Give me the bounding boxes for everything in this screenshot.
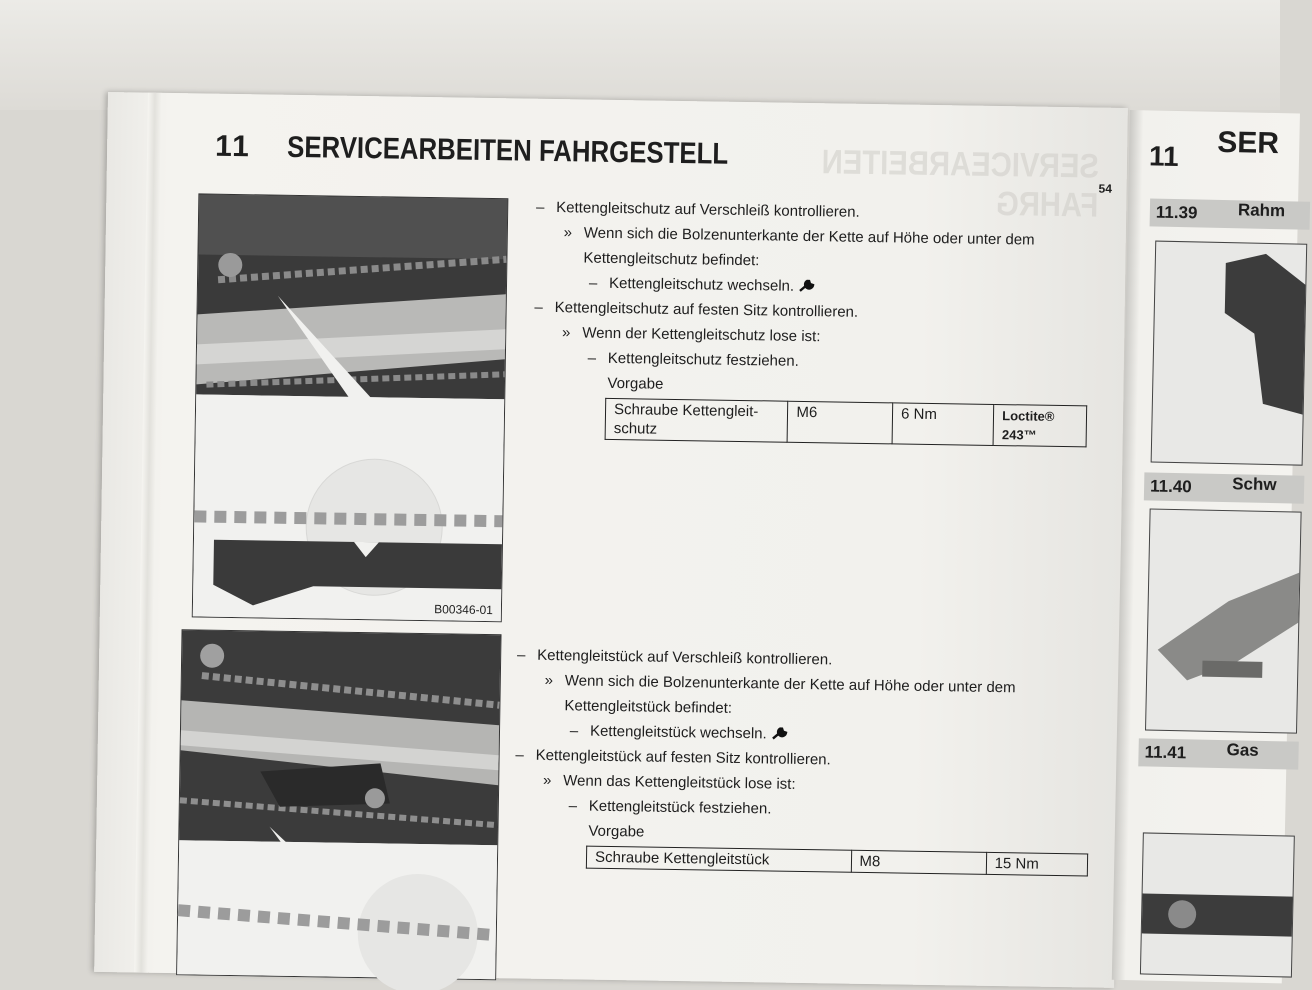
action-item: – Kettengleitschutz wechseln.	[529, 270, 1089, 304]
manual-page	[94, 92, 1128, 988]
section-title: Schw	[1231, 474, 1277, 495]
table-row	[605, 398, 1087, 447]
list-item: – Kettengleitschutz auf Verschleiß kontrollieren.	[530, 195, 1090, 229]
section-chain-guard	[527, 195, 1091, 448]
action-item: – Kettengleitstück festziehen.	[509, 792, 1089, 826]
dash-marker: –	[568, 797, 578, 815]
list-item: – Kettengleitschutz auf festen Sitz kontrollieren.	[528, 295, 1088, 329]
arrow-marker: »	[561, 324, 571, 342]
arrow-marker: »	[563, 224, 573, 242]
figure-chain-slider	[176, 629, 501, 980]
dash-marker: –	[569, 722, 579, 740]
spec-thread: M6	[788, 401, 893, 444]
spec-part: Schraube Kettengleit-schutz	[605, 398, 788, 442]
dash-marker: –	[587, 349, 597, 367]
next-chapter-number: 11	[1148, 140, 1179, 173]
spec-part: Schraube Kettengleitstück	[586, 846, 851, 872]
spec-torque: 6 Nm	[892, 403, 994, 446]
condition-item: » Wenn sich die Bolzenunterkante der Kette auf Höhe oder unter dem Kettengleitstück befindet:	[510, 667, 1091, 726]
wrench-icon	[771, 726, 789, 740]
action-item: – Kettengleitschutz festziehen.	[528, 345, 1088, 379]
figure-code: B00346-01	[434, 602, 494, 618]
list-item: – Kettengleitstück auf Verschleiß kontrollieren.	[511, 642, 1091, 676]
next-page	[1112, 110, 1300, 983]
table-row	[586, 846, 1087, 876]
spec-label: Vorgabe	[588, 822, 645, 841]
throttle-photo	[1141, 833, 1294, 976]
spec-table	[605, 398, 1088, 448]
spec-label: Vorgabe	[607, 374, 664, 393]
figure-chain-guide	[192, 193, 509, 622]
spec-loctite: Loctite® 243™	[993, 404, 1086, 446]
list-item: – Kettengleitstück auf festen Sitz kontrollieren.	[509, 742, 1089, 776]
spec-thread: M8	[851, 850, 986, 874]
dash-marker: –	[535, 198, 545, 216]
arrow-marker: »	[542, 771, 552, 790]
condition-item: » Wenn sich die Bolzenunterkante der Kette auf Höhe oder unter dem Kettengleitschutz befindet:	[529, 220, 1090, 279]
page-edge	[134, 93, 162, 973]
chain-slider-photo	[177, 630, 500, 979]
condition-item: » Wenn der Kettengleitschutz lose ist:	[528, 320, 1088, 354]
section-number: 11.40	[1149, 476, 1192, 497]
action-item: – Kettengleitstück wechseln.	[510, 717, 1090, 751]
dash-marker: –	[534, 298, 543, 316]
next-chapter-title: SER	[1216, 125, 1280, 161]
section-title: Gas	[1226, 740, 1259, 760]
chapter-number: 11	[214, 129, 252, 164]
chapter-title: SERVICEARBEITEN FAHRGESTELL	[286, 130, 729, 171]
section-image	[1151, 241, 1308, 466]
chain-guide-photo	[193, 194, 508, 621]
dash-marker: –	[588, 274, 598, 292]
show-through-title: SERVICEARBEITEN FAHRG	[821, 143, 1100, 225]
section-title: Rahm	[1237, 200, 1286, 221]
section-chain-slider	[508, 642, 1091, 876]
swingarm-photo	[1146, 510, 1301, 733]
section-image	[1140, 832, 1295, 977]
arrow-marker: »	[544, 671, 554, 690]
spec-torque: 15 Nm	[986, 852, 1088, 876]
dash-marker: –	[516, 646, 526, 664]
dash-marker: –	[515, 746, 524, 764]
section-image	[1145, 508, 1302, 733]
wrench-icon	[798, 279, 816, 293]
section-number: 11.41	[1144, 742, 1187, 763]
condition-item: » Wenn das Kettengleitstück lose ist:	[509, 767, 1089, 801]
frame-part-photo	[1152, 242, 1307, 465]
page-number: 54	[1098, 181, 1113, 196]
section-number: 11.39	[1155, 202, 1198, 223]
